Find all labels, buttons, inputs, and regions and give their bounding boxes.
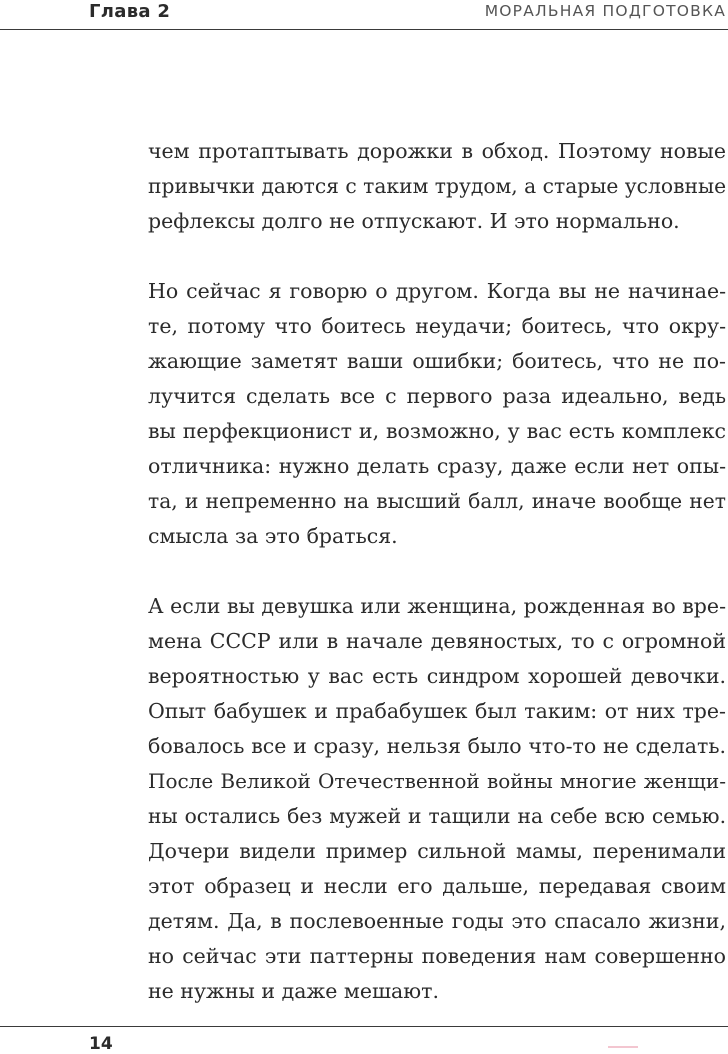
text-line: вероятностью у вас есть синдром хорошей девочки. [148,664,726,688]
paragraph [148,589,726,1009]
text-line: смысла за это браться. [148,524,398,548]
page-number: 14 [89,1034,113,1054]
text-line: чем протаптывать дорожки в обход. Поэтому новые [148,139,726,163]
text-line: та, и непременно на высший балл, иначе вообще нет [148,489,726,513]
paragraph [148,274,726,554]
text-line: лучится сделать все с первого раза идеально, ведь [148,384,726,408]
running-header [0,0,728,30]
decorative-mark [608,1046,638,1048]
text-line: отличника: нужно делать сразу, даже если нет опы- [148,454,726,478]
text-line: этот образец и несли его дальше, передавая своим [148,874,726,898]
footer-rule [0,1026,728,1027]
text-line: те, потому что боитесь неудачи; боитесь, что окру- [148,314,726,338]
body-text [148,134,726,1009]
text-line: но сейчас эти паттерны поведения нам совершенно [148,944,726,968]
text-line: После Великой Отечественной войны многие женщи- [148,769,726,793]
text-line: не нужны и даже мешают. [148,979,439,1003]
text-line: Но сейчас я говорю о другом. Когда вы не начинае- [148,279,726,303]
section-title: МОРАЛЬНАЯ ПОДГОТОВКА [484,2,726,20]
text-line: жающие заметят ваши ошибки; боитесь, что не по- [148,349,726,373]
text-line: Дочери видели пример сильной мамы, перенимали [148,839,726,863]
text-line: ны остались без мужей и тащили на себе всю семью. [148,804,726,828]
text-line: мена СССР или в начале девяностых, то с огромной [148,629,726,653]
chapter-label: Глава 2 [89,1,171,22]
text-line: А если вы девушка или женщина, рожденная во вре- [148,594,726,618]
text-line: вы перфекционист и, возможно, у вас есть комплекс [148,419,726,443]
text-line: привычки даются с таким трудом, а старые условные [148,174,726,198]
text-line: рефлексы долго не отпускают. И это нормально. [148,209,680,233]
text-line: Опыт бабушек и прабабушек был таким: от них тре- [148,699,726,723]
paragraph [148,134,726,239]
text-line: бовалось все и сразу, нельзя было что-то не сделать. [148,734,726,758]
text-line: детям. Да, в послевоенные годы это спасало жизни, [148,909,726,933]
